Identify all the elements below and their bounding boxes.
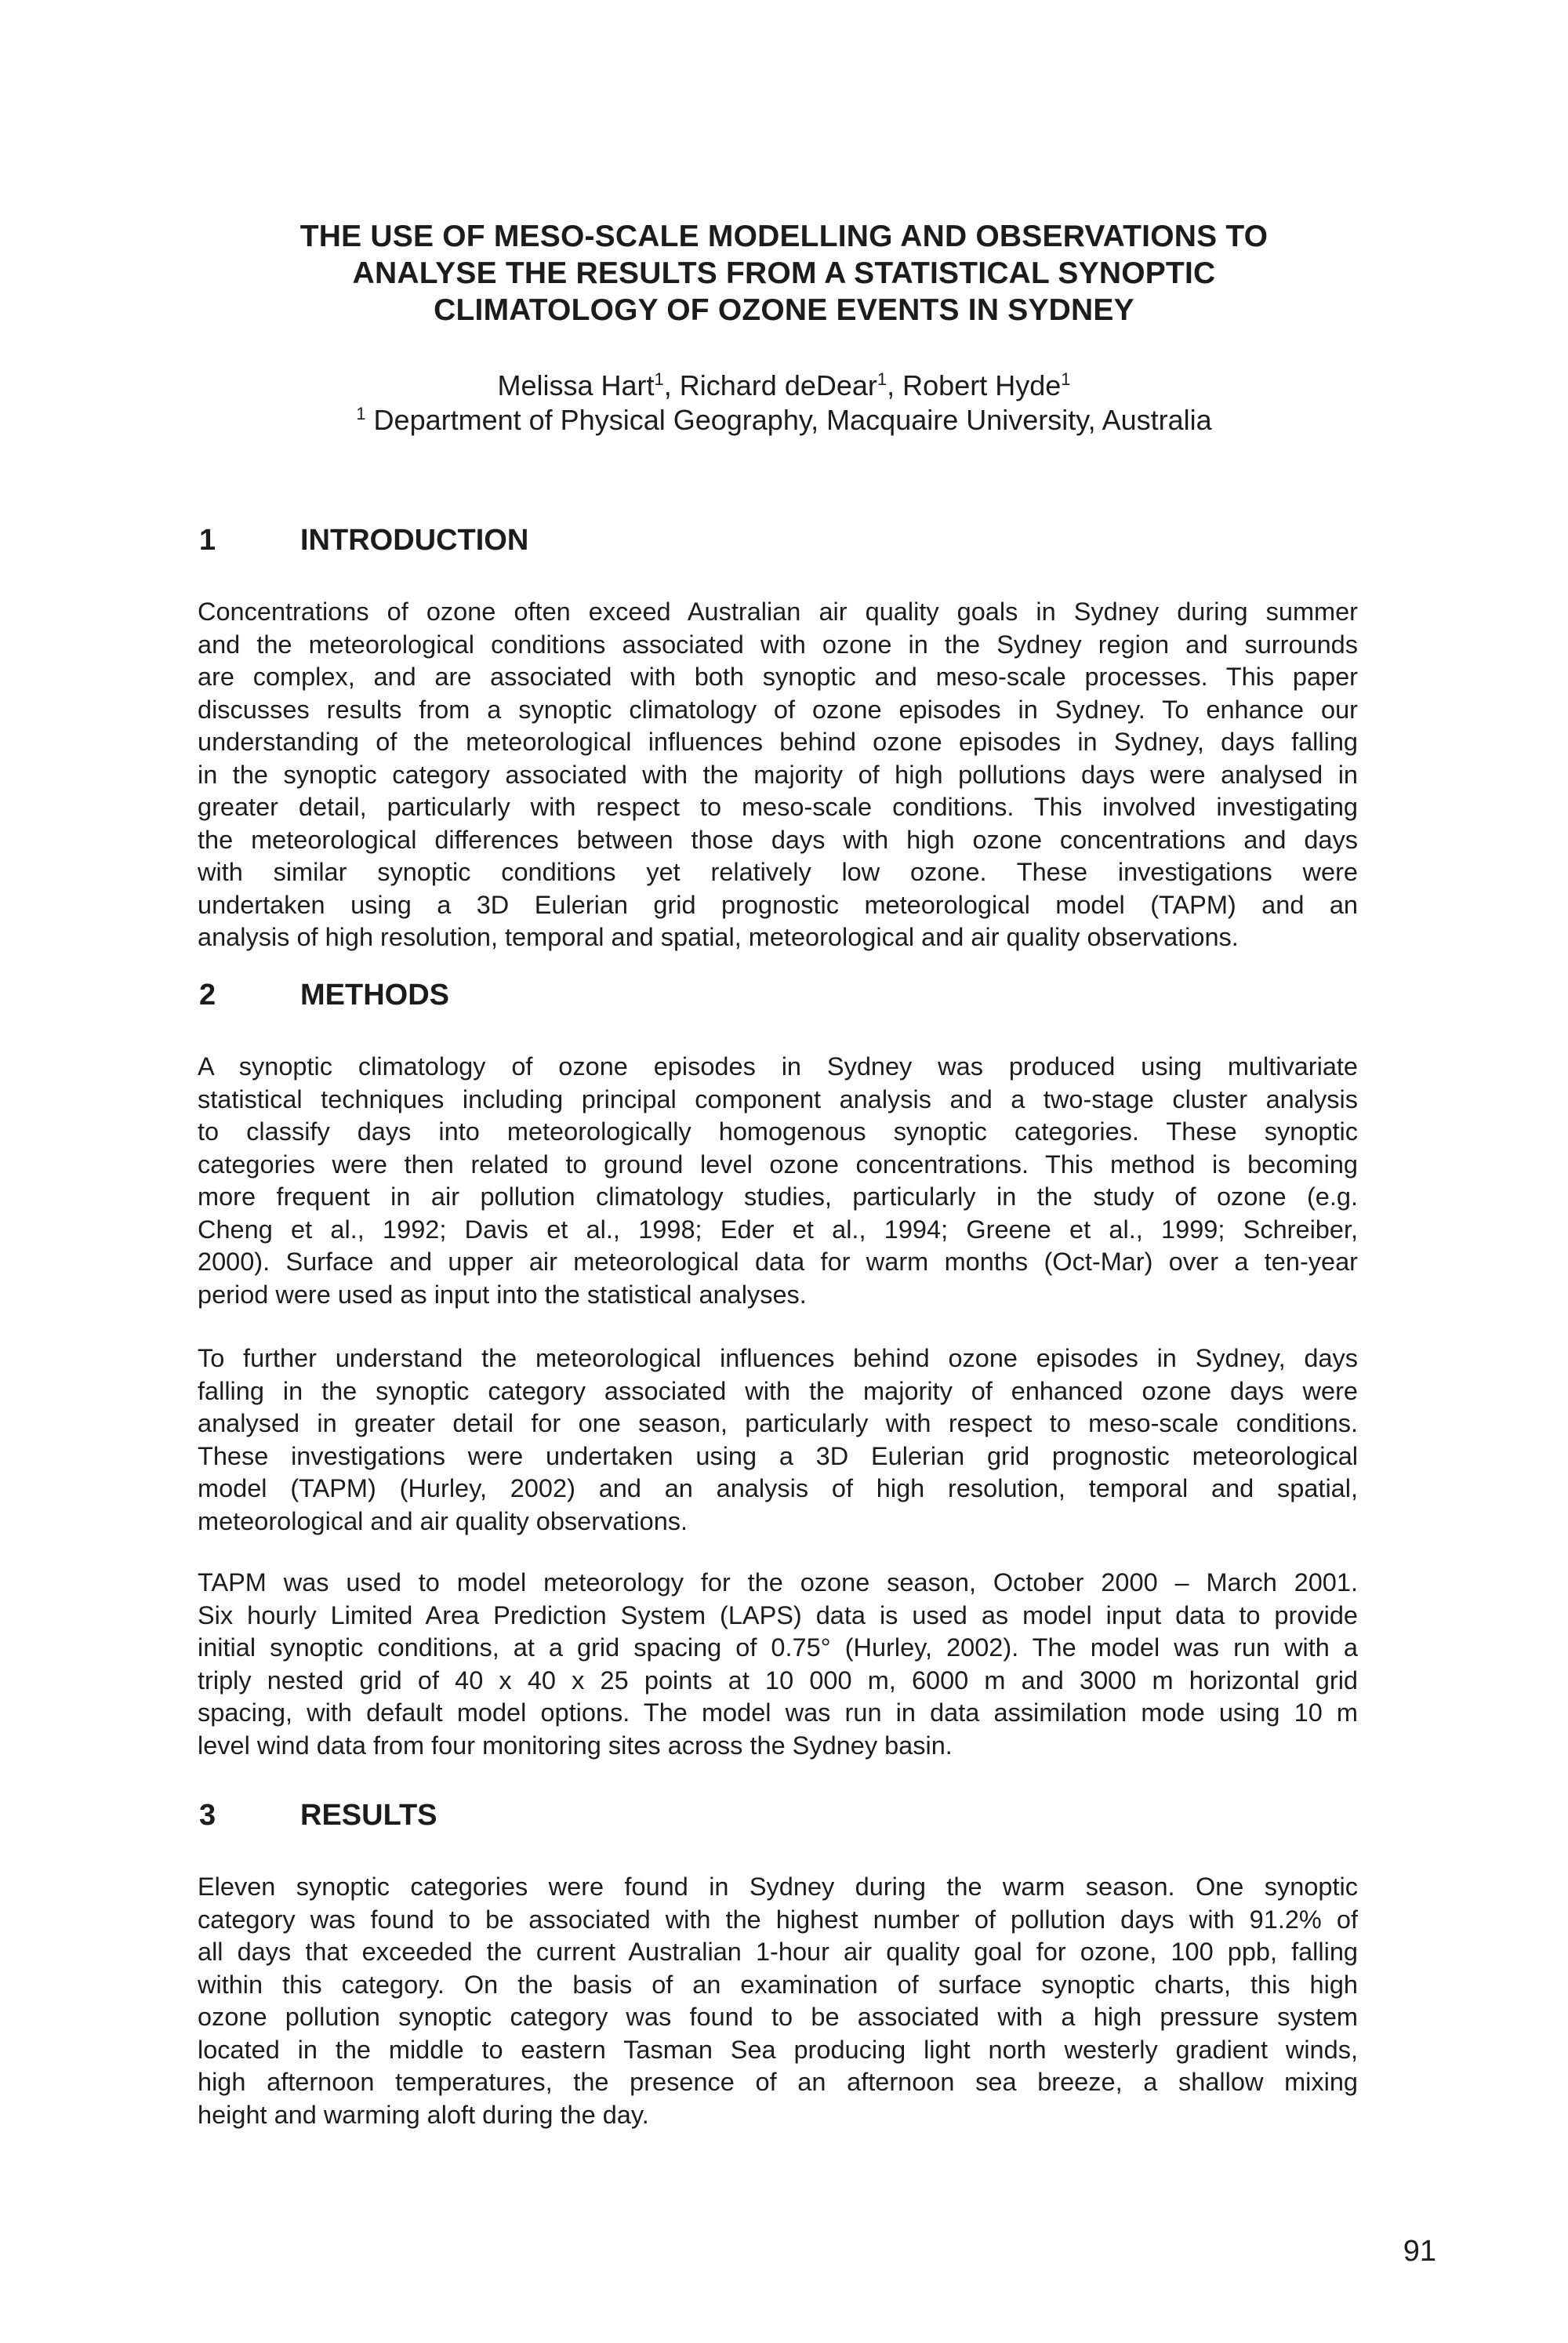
- title-line: THE USE OF MESO-SCALE MODELLING AND OBSERVATIONS TO: [299, 220, 1269, 253]
- section-number: 1: [199, 524, 216, 557]
- section-number: 2: [199, 979, 216, 1012]
- paragraph: [198, 1567, 1358, 1762]
- section-heading-results: [199, 1797, 437, 1833]
- text-line: triply nested grid of 40 x 40 x 25 points at 10 000 m, 6000 m and 3000 m horizontal grid: [198, 1666, 1358, 1695]
- text-line: height and warming aloft during the day.: [198, 2100, 649, 2129]
- section-title: INTRODUCTION: [300, 524, 529, 557]
- author-line: [188, 369, 1380, 403]
- text-line: are complex, and are associated with both synoptic and meso-scale processes. This paper: [198, 663, 1358, 691]
- paragraph: [198, 1342, 1358, 1538]
- text-line: To further understand the meteorological influences behind ozone episodes in Sydney, days: [198, 1344, 1358, 1372]
- text-line: analysis of high resolution, temporal and spatial, meteorological and air quality observations.: [198, 923, 1239, 951]
- text-line: high afternoon temperatures, the presence of an afternoon sea breeze, a shallow mixing: [198, 2068, 1358, 2096]
- text-line: analysed in greater detail for one season, particularly with respect to meso-scale conditions.: [198, 1409, 1358, 1437]
- affiliation-text: Department of Physical Geography, Macquaire University, Australia: [365, 404, 1212, 436]
- text-line: level wind data from four monitoring sites across the Sydney basin.: [198, 1731, 953, 1760]
- author-name: Melissa Hart: [497, 369, 655, 401]
- text-line: Cheng et al., 1992; Davis et al., 1998; Eder et al., 1994; Greene et al., 1999; Schreiber,: [198, 1215, 1358, 1244]
- text-line: all days that exceeded the current Australian 1-hour air quality goal for ozone, 100 ppb, falling: [198, 1938, 1358, 1966]
- text-line: initial synoptic conditions, at a grid spacing of 0.75° (Hurley, 2002). The model was run with a: [198, 1633, 1358, 1662]
- text-line: in the synoptic category associated with the majority of high pollutions days were analysed in: [198, 760, 1358, 789]
- text-line: These investigations were undertaken using a 3D Eulerian grid prognostic meteorological: [198, 1441, 1358, 1470]
- affiliation-line: [188, 403, 1380, 438]
- section-number: 3: [199, 1799, 216, 1832]
- paragraph: [198, 596, 1358, 954]
- text-line: with similar synoptic conditions yet relatively low ozone. These investigations were: [198, 858, 1358, 886]
- text-line: falling in the synoptic category associated with the majority of enhanced ozone days were: [198, 1376, 1358, 1405]
- text-line: to classify days into meteorologically homogenous synoptic categories. These synoptic: [198, 1117, 1358, 1146]
- text-line: period were used as input into the statistical analyses.: [198, 1280, 807, 1309]
- text-line: Eleven synoptic categories were found in Sydney during the warm season. One synoptic: [198, 1873, 1358, 1901]
- affiliation-marker: 1: [356, 404, 366, 423]
- text-line: the meteorological differences between those days with high ozone concentrations and days: [198, 825, 1358, 854]
- text-line: statistical techniques including principal component analysis and a two-stage cluster analysis: [198, 1084, 1358, 1113]
- section-heading-introduction: [199, 522, 528, 558]
- text-line: A synoptic climatology of ozone episodes in Sydney was produced using multivariate: [198, 1052, 1358, 1081]
- text-line: ozone pollution synoptic category was found to be associated with a high pressure system: [198, 2003, 1358, 2031]
- paragraph: [198, 1051, 1358, 1311]
- text-line: understanding of the meteorological influences behind ozone episodes in Sydney, days falling: [198, 728, 1358, 756]
- text-line: Six hourly Limited Area Prediction System (LAPS) data is used as model input data to provide: [198, 1600, 1358, 1629]
- affiliation-marker: 1: [654, 369, 664, 389]
- text-line: greater detail, particularly with respect to meso-scale conditions. This involved investigating: [198, 793, 1358, 821]
- paragraph: [198, 1871, 1358, 2131]
- author-name: , Richard deDear: [663, 369, 877, 401]
- text-line: discusses results from a synoptic climatology of ozone episodes in Sydney. To enhance our: [198, 695, 1358, 724]
- paper-title: [188, 218, 1380, 329]
- text-line: Concentrations of ozone often exceed Australian air quality goals in Sydney during summer: [198, 598, 1358, 626]
- text-line: located in the middle to eastern Tasman Sea producing light north westerly gradient winds,: [198, 2035, 1358, 2064]
- text-line: within this category. On the basis of an examination of surface synoptic charts, this high: [198, 1970, 1358, 1999]
- text-line: categories were then related to ground level ozone concentrations. This method is becoming: [198, 1150, 1358, 1179]
- text-line: and the meteorological conditions associated with ozone in the Sydney region and surrounds: [198, 630, 1358, 659]
- page-number: 91: [1403, 2235, 1436, 2268]
- text-line: meteorological and air quality observations.: [198, 1506, 688, 1535]
- text-line: 2000). Surface and upper air meteorological data for warm months (Oct-Mar) over a ten-year: [198, 1248, 1358, 1276]
- section-title: RESULTS: [300, 1799, 437, 1832]
- title-line: ANALYSE THE RESULTS FROM A STATISTICAL SYNOPTIC: [352, 256, 1216, 290]
- affiliation-marker: 1: [877, 369, 887, 389]
- author-block: [188, 369, 1380, 438]
- text-line: spacing, with default model options. The model was run in data assimilation mode using 10 m: [198, 1698, 1358, 1727]
- affiliation-marker: 1: [1061, 369, 1071, 389]
- text-line: TAPM was used to model meteorology for the ozone season, October 2000 – March 2001.: [198, 1568, 1358, 1597]
- text-line: more frequent in air pollution climatology studies, particularly in the study of ozone (e.g.: [198, 1182, 1358, 1211]
- text-line: category was found to be associated with the highest number of pollution days with 91.2% of: [198, 1905, 1358, 1934]
- title-line: CLIMATOLOGY OF OZONE EVENTS IN SYDNEY: [434, 293, 1134, 327]
- text-line: undertaken using a 3D Eulerian grid prognostic meteorological model (TAPM) and an: [198, 890, 1358, 919]
- section-heading-methods: [199, 977, 449, 1013]
- text-line: model (TAPM) (Hurley, 2002) and an analysis of high resolution, temporal and spatial,: [198, 1474, 1358, 1502]
- section-title: METHODS: [300, 979, 449, 1012]
- author-name: , Robert Hyde: [887, 369, 1062, 401]
